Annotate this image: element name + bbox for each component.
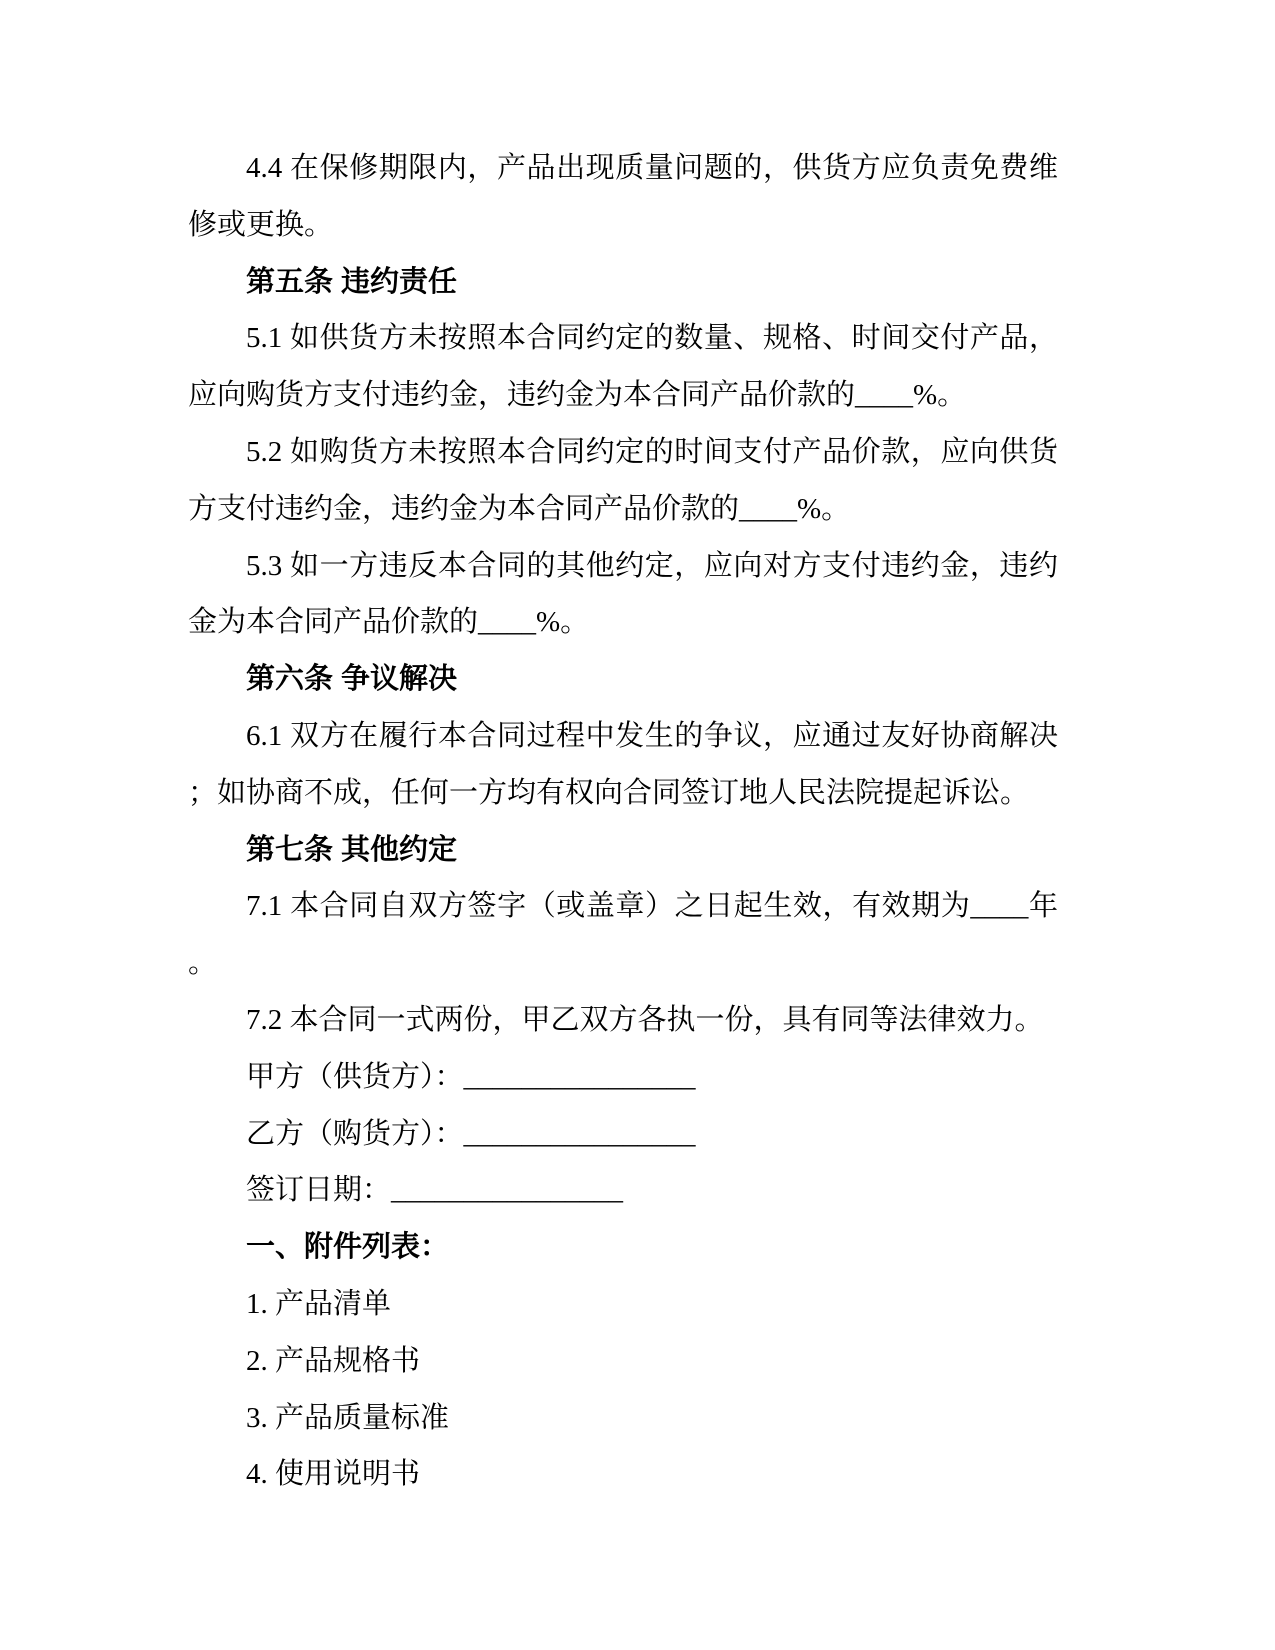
attachment-item-1: 1. 产品清单	[246, 1287, 392, 1320]
clause-5-3-line2: 金为本合同产品价款的____%。	[188, 606, 590, 639]
party-a-signature-line: 甲方（供货方）：________________	[246, 1060, 696, 1093]
clause-5-1-line2: 应向购货方支付违约金，违约金为本合同产品价款的____%。	[188, 379, 967, 412]
party-b-signature-line: 乙方（购货方）：________________	[246, 1117, 696, 1150]
clause-7-2: 7.2 本合同一式两份，甲乙双方各执一份，具有同等法律效力。	[246, 1003, 1044, 1036]
article-5-heading: 第五条 违约责任	[246, 265, 458, 298]
clause-7-1-line1: 7.1 本合同自双方签字（或盖章）之日起生效，有效期为____年	[246, 890, 1058, 923]
attachment-item-4: 4. 使用说明书	[246, 1458, 421, 1491]
clause-4-4-line1: 4.4 在保修期限内，产品出现质量问题的，供货方应负责免费维	[246, 152, 1058, 184]
clause-5-2-line2: 方支付违约金，违约金为本合同产品价款的____%。	[188, 492, 851, 525]
attachment-item-2: 2. 产品规格书	[246, 1344, 421, 1377]
article-6-heading: 第六条 争议解决	[246, 663, 458, 696]
signing-date-line: 签订日期：________________	[246, 1174, 624, 1207]
attachment-list-heading: 一、附件列表：	[246, 1231, 450, 1264]
clause-6-1-line2: ；如协商不成，任何一方均有权向合同签订地人民法院提起诉讼。	[188, 776, 1030, 809]
clause-4-4-line2: 修或更换。	[188, 208, 334, 241]
clause-7-1-line2: 。	[188, 947, 218, 980]
clause-5-2-line1: 5.2 如购货方未按照本合同约定的时间支付产品价款，应向供货	[246, 435, 1058, 468]
attachment-item-3: 3. 产品质量标准	[246, 1401, 450, 1434]
clause-6-1-line1: 6.1 双方在履行本合同过程中发生的争议，应通过友好协商解决	[246, 719, 1058, 752]
clause-5-3-line1: 5.3 如一方违反本合同的其他约定，应向对方支付违约金，违约	[246, 549, 1058, 582]
clause-5-1-line1: 5.1 如供货方未按照本合同约定的数量、规格、时间交付产品，	[246, 322, 1058, 355]
article-7-heading: 第七条 其他约定	[246, 833, 458, 866]
